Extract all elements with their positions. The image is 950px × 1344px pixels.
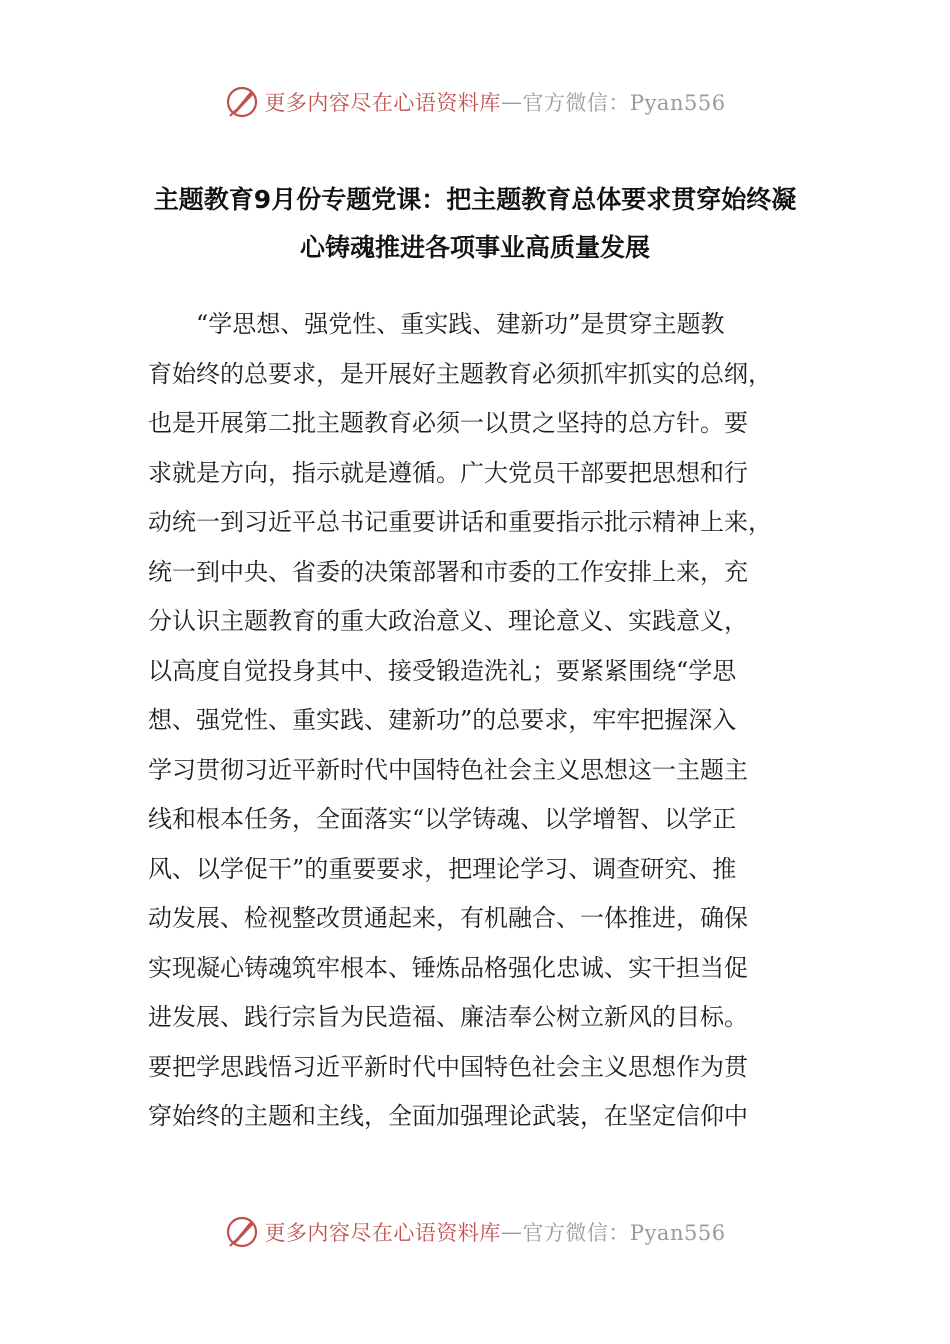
quill-logo-icon xyxy=(224,84,260,120)
watermark-contact: 官方微信：Pyan556 xyxy=(522,1221,726,1245)
document-title-line-2: 心铸魂推进各项事业高质量发展 xyxy=(299,233,650,262)
body-line: 动统一到习近平总书记重要讲话和重要指示批示精神上来， xyxy=(148,508,772,536)
body-line: 求就是方向，指示就是遵循。广大党员干部要把思想和行 xyxy=(148,458,748,487)
body-line: 学习贯彻习近平新时代中国特色社会主义思想这一主题主 xyxy=(148,755,748,784)
quill-logo-icon xyxy=(224,1214,260,1250)
body-line: 动发展、检视整改贯通起来，有机融合、一体推进，确保 xyxy=(148,904,748,932)
watermark-contact: 官方微信：Pyan556 xyxy=(522,91,726,115)
document-body xyxy=(148,300,808,1142)
body-line: “学思想、强党性、重实践、建新功”是贯穿主题教 xyxy=(196,310,725,338)
body-line: 以高度自觉投身其中、接受锻造洗礼；要紧紧围绕“学思 xyxy=(148,656,737,685)
body-line: 要把学思践悟习近平新时代中国特色社会主义思想作为贯 xyxy=(148,1052,748,1081)
body-line: 穿始终的主题和主线，全面加强理论武装，在坚定信仰中 xyxy=(148,1102,748,1130)
body-line: 育始终的总要求，是开展好主题教育必须抓牢抓实的总纲， xyxy=(148,359,772,388)
body-line: 也是开展第二批主题教育必须一以贯之坚持的总方针。要 xyxy=(148,409,748,437)
header-watermark xyxy=(0,82,950,122)
body-line: 进发展、践行宗旨为民造福、廉洁奉公树立新风的目标。 xyxy=(148,1003,748,1031)
watermark-separator: — xyxy=(500,90,523,114)
document-title-line-1: 主题教育9月份专题党课：把主题教育总体要求贯穿始终凝 xyxy=(153,185,797,214)
body-line: 想、强党性、重实践、建新功”的总要求，牢牢把握深入 xyxy=(148,706,737,734)
body-line: 风、以学促干”的重要要求，把理论学习、调查研究、推 xyxy=(148,854,737,883)
body-line: 实现凝心铸魂筑牢根本、锤炼品格强化忠诚、实干担当促 xyxy=(148,953,748,982)
body-line: 统一到中央、省委的决策部署和市委的工作安排上来，充 xyxy=(148,557,748,586)
watermark-brand: 更多内容尽在心语资料库 xyxy=(264,91,501,115)
body-line: 线和根本任务，全面落实“以学铸魂、以学增智、以学正 xyxy=(148,805,737,833)
watermark-brand: 更多内容尽在心语资料库 xyxy=(264,1221,501,1245)
footer-watermark xyxy=(0,1212,950,1252)
body-line: 分认识主题教育的重大政治意义、理论意义、实践意义， xyxy=(148,607,748,635)
watermark-separator: — xyxy=(500,1220,523,1244)
